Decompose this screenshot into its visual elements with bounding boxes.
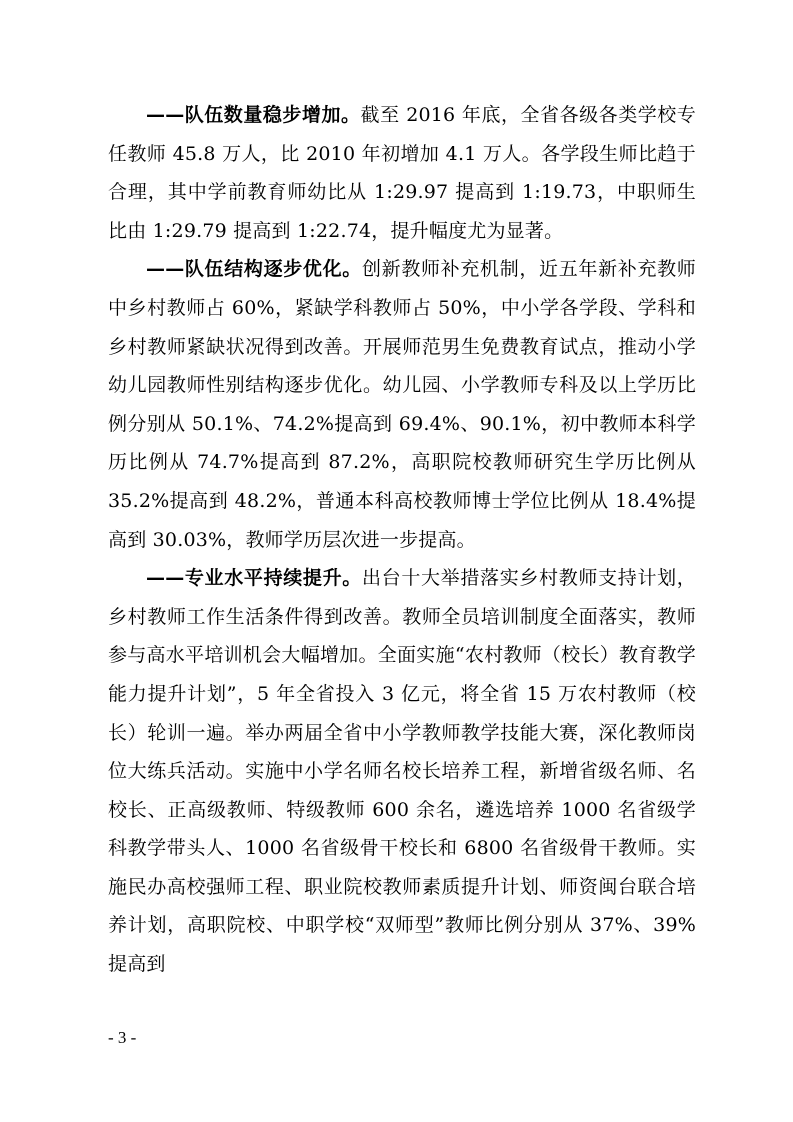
- page-number: - 3 -: [108, 1028, 137, 1047]
- paragraph-team-structure: [108, 250, 696, 559]
- paragraph-heading-team-size: ——队伍数量稳步增加。: [146, 104, 361, 126]
- paragraph-text-team-structure: 创新教师补充机制，近五年新补充教师中乡村教师占 60%，紧缺学科教师占 50%，中小学各学段、学科和乡村教师紧缺状况得到改善。开展师范男生免费教育试点，推动小学幼儿园教师性别结构逐步优化。幼儿园、小学教师专科及以上学历比例分别从 50.1%、74.2%提高到 69.4%、90.1%，初中教师本科学历比例从 74.7%提高到 87.2%，高职院校教师研究生学历比例从 35.2%提高到 48.2%，普通本科高校教师博士学位比例从 18.4%提高到 30.03%，教师学历层次进一步提高。: [108, 258, 696, 551]
- paragraph-text-team-size: 截至 2016 年底，全省各级各类学校专任教师 45.8 万人，比 2010 年初增加 4.1 万人。各学段生师比趋于合理，其中学前教育师幼比从 1:29.97 提高到 1:19.73，中职师生比由 1:29.79 提高到 1:22.74，提升幅度尤为显著。: [108, 104, 696, 242]
- paragraph-text-professional-level: 出台十大举措落实乡村教师支持计划，乡村教师工作生活条件得到改善。教师全员培训制度全面落实，教师参与高水平培训机会大幅增加。全面实施“农村教师（校长）教育教学能力提升计划”，5 年全省投入 3 亿元，将全省 15 万农村教师（校长）轮训一遍。举办两届全省中小学教师教学技能大赛，深化教师岗位大练兵活动。实施中小学名师名校长培养工程，新增省级名师、名校长、正高级教师、特级教师 600 余名，遴选培养 1000 名省级学科教学带头人、1000 名省级骨干校长和 6800 名省级骨干教师。实施民办高校强师工程、职业院校教师素质提升计划、师资闽台联合培养计划，高职院校、中职学校“双师型”教师比例分别从 37%、39%提高到: [108, 567, 696, 976]
- paragraph-team-size: [108, 96, 696, 250]
- paragraph-professional-level: [108, 559, 696, 984]
- body-text: [108, 96, 696, 984]
- paragraph-heading-professional-level: ——专业水平持续提升。: [146, 567, 362, 590]
- paragraph-heading-team-structure: ——队伍结构逐步优化。: [146, 258, 362, 281]
